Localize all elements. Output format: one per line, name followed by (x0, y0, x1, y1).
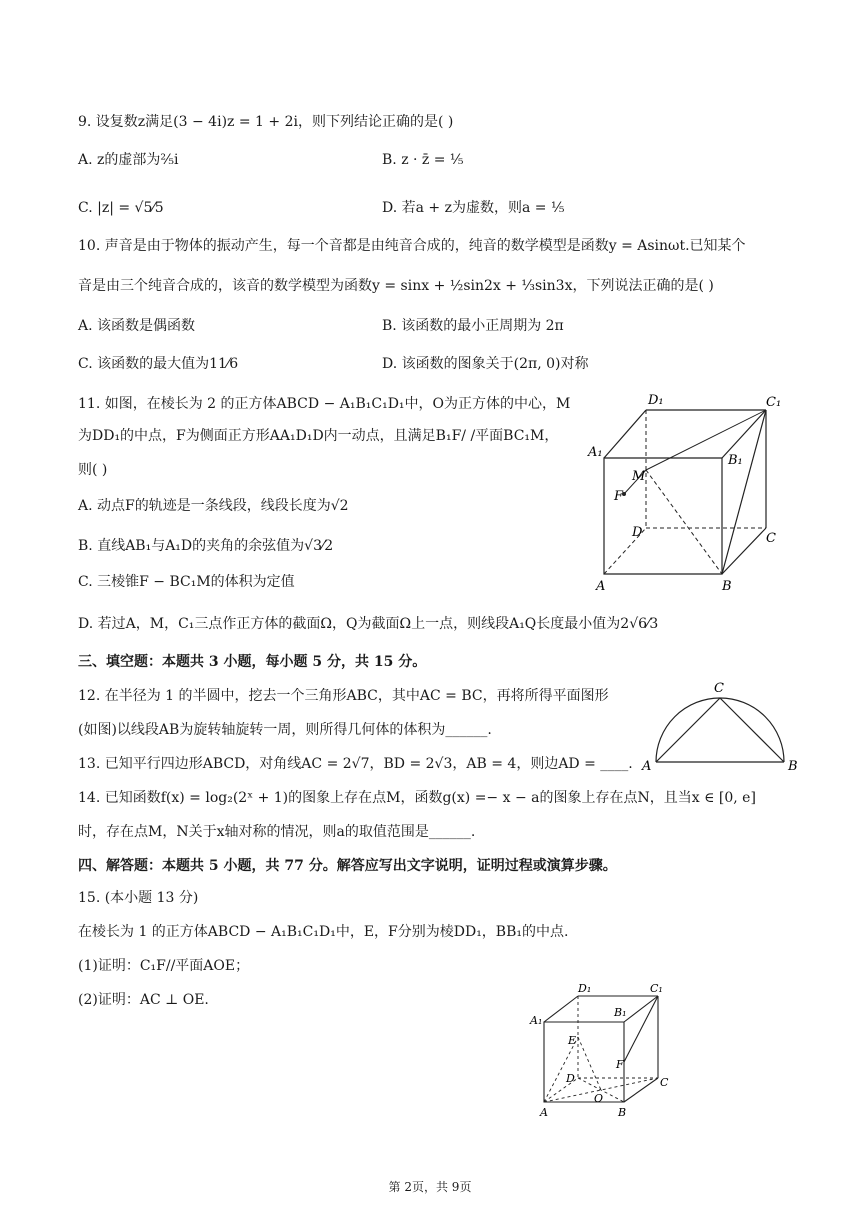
q11-label-f: F (614, 489, 624, 504)
q11-stem-line1: 11. 如图，在棱长为 2 的正方体ABCD − A₁B₁C₁D₁中，O为正方体的中心，M (78, 396, 571, 412)
q11-option-c: C. 三棱锥F − BC₁M的体积为定值 (78, 574, 295, 590)
q15-label-a: A (540, 1106, 548, 1119)
q10-option-d: D. 该函数的图象关于(2π, 0)对称 (382, 356, 589, 372)
q12-line1: 12. 在半径为 1 的半圆中，挖去一个三角形ABC，其中AC = BC，再将所得平面图形 (78, 688, 609, 704)
q10-option-a: A. 该函数是偶函数 (78, 318, 196, 334)
q11-option-b: B. 直线AB₁与A₁D的夹角的余弦值为√3⁄2 (78, 538, 334, 554)
q11-option-d: D. 若过A，M，C₁三点作正方体的截面Ω，Q为截面Ω上一点，则线段A₁Q长度最小值为2√6⁄3 (78, 616, 659, 632)
q11-label-b1: B₁ (728, 453, 743, 468)
q9-option-a: A. z的虚部为²⁄₅i (78, 152, 179, 168)
q11-label-c1: C₁ (766, 395, 782, 410)
page-footer: 第 2页，共 9页 (388, 1180, 472, 1194)
q9-stem: 9. 设复数z满足(3 − 4i)z = 1 + 2i，则下列结论正确的是( ) (78, 114, 454, 130)
q15-label-b1: B₁ (614, 1006, 627, 1019)
q15-stem: 在棱长为 1 的正方体ABCD − A₁B₁C₁D₁中，E，F分别为棱DD₁，BB₁的中点. (78, 924, 569, 940)
q11-option-a: A. 动点F的轨迹是一条线段，线段长度为√2 (78, 498, 349, 514)
q11-label-a1: A₁ (588, 445, 603, 460)
q15-label-e: E (568, 1034, 577, 1047)
q15-label-a1: A₁ (530, 1014, 543, 1027)
q15-part2: (2)证明：AC ⊥ OE. (78, 992, 209, 1008)
q9-option-d: D. 若a + z为虚数，则a = ¹⁄₅ (382, 200, 565, 216)
section-4-heading: 四、解答题：本题共 5 小题，共 77 分。解答应写出文字说明，证明过程或演算步骤。 (78, 858, 617, 874)
q10-option-b: B. 该函数的最小正周期为 2π (382, 318, 564, 334)
q15-part1: (1)证明：C₁F//平面AOE； (78, 958, 250, 974)
q15-label-c1: C₁ (650, 982, 663, 995)
q11-label-m: M (632, 469, 646, 484)
q11-cube-figure (586, 388, 786, 598)
q15-title: 15. (本小题 13 分) (78, 890, 199, 906)
q14-line2: 时，存在点M，N关于x轴对称的情况，则a的取值范围是______. (78, 824, 476, 840)
q15-label-b: B (618, 1106, 627, 1119)
q11-stem-line3: 则( ) (78, 462, 108, 478)
q12-label-c: C (714, 681, 724, 696)
q12-label-b: B (788, 759, 798, 774)
q13-text: 13. 已知平行四边形ABCD，对角线AC = 2√7，BD = 2√3，AB = 4，则边AD = ____. (78, 756, 633, 772)
q15-label-d: D (566, 1072, 575, 1085)
q10-stem-line1: 10. 声音是由于物体的振动产生，每一个音都是由纯音合成的，纯音的数学模型是函数y = Asinωt.已知某个 (78, 238, 746, 254)
q12-semicircle-figure (636, 676, 806, 776)
q12-line2: (如图)以线段AB为旋转轴旋转一周，则所得几何体的体积为______. (78, 722, 492, 738)
q11-label-a: A (596, 579, 606, 594)
q15-cube-figure (528, 982, 678, 1122)
q15-label-f: F (616, 1058, 624, 1071)
q11-label-d: D (632, 525, 643, 540)
q12-label-a: A (642, 759, 652, 774)
q15-label-c: C (660, 1076, 669, 1089)
q11-label-d1: D₁ (648, 393, 664, 408)
section-3-heading: 三、填空题：本题共 3 小题，每小题 5 分，共 15 分。 (78, 654, 427, 670)
q10-stem-line2: 音是由三个纯音合成的，该音的数学模型为函数y = sinx + ½sin2x + ⅓sin3x，下列说法正确的是( ) (78, 278, 714, 294)
q15-label-o: O (594, 1092, 604, 1105)
q10-option-c: C. 该函数的最大值为11⁄6 (78, 356, 239, 372)
q15-label-d1: D₁ (578, 982, 592, 995)
q9-option-c: C. |z| = √5⁄5 (78, 200, 164, 216)
q14-line1: 14. 已知函数f(x) = log₂(2ˣ + 1)的图象上存在点M，函数g(x) =− x − a的图象上存在点N，且当x ∈ [0, e] (78, 790, 756, 806)
q9-option-b: B. z · z̄ = ¹⁄₅ (382, 152, 464, 168)
q11-label-c: C (766, 531, 776, 546)
q11-label-b: B (722, 579, 732, 594)
q11-stem-line2: 为DD₁的中点，F为侧面正方形AA₁D₁D内一动点，且满足B₁F/ /平面BC₁M， (78, 428, 559, 444)
